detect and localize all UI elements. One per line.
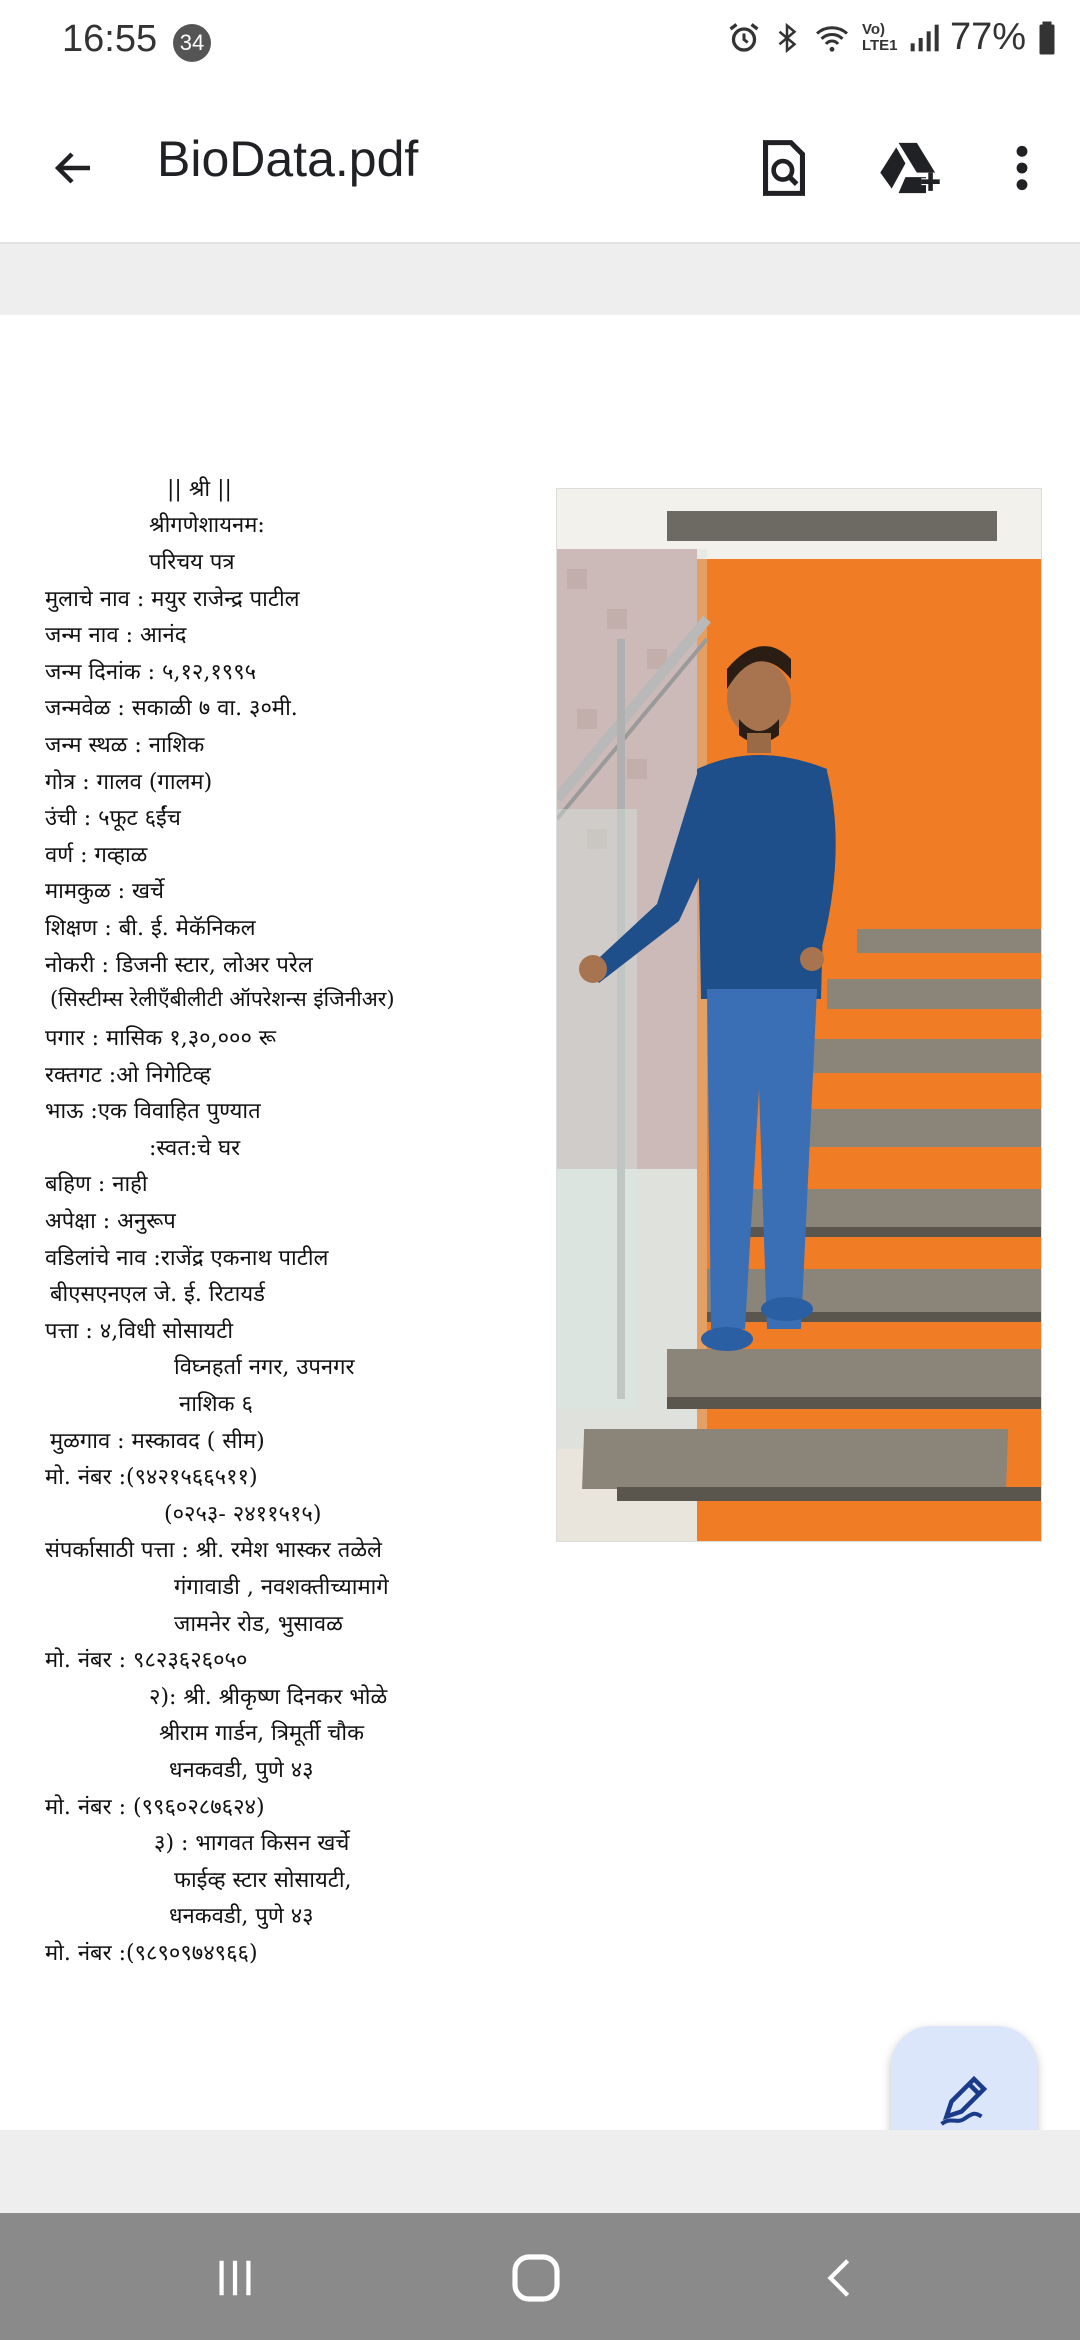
doc-line: नोकरी : डिजनी स्टार, लोअर परेल [45,953,313,978]
wifi-icon [812,20,852,56]
doc-line: :स्वत:चे घर [149,1136,241,1161]
alarm-icon [726,20,762,56]
doc-line: फाईव्ह स्टार सोसायटी, [174,1868,352,1893]
doc-line: २): श्री. श्रीकृष्ण दिनकर भोळे [149,1685,388,1710]
network-label: Vo) LTE1 [861,20,898,54]
document-title: BioData.pdf [157,131,419,187]
doc-line: उंची : ५फूट ६ईंच [45,806,181,831]
document-search-icon [758,138,810,198]
doc-line: जन्मवेळ : सकाळी ७ वा. ३०मी. [45,696,298,721]
doc-line: जामनेर रोड, भुसावळ [174,1612,343,1637]
doc-line: वडिलांचे नाव :राजेंद्र एकनाथ पाटील [45,1246,329,1271]
doc-line: ३) : भागवत किसन खर्चे [154,1831,350,1856]
doc-line: जन्म दिनांक : ५,१२,१९९५ [45,660,257,685]
doc-line: श्रीगणेशायनम: [149,513,265,538]
doc-line: अपेक्षा : अनुरूप [45,1209,176,1234]
home-button[interactable] [496,2243,576,2313]
doc-line: मो. नंबर : (९९६०२८७६२४) [45,1795,265,1820]
doc-line: पगार : मासिक १,३०,००० रू [45,1026,277,1051]
profile-photo [556,488,1042,1542]
doc-line: विघ्नहर्ता नगर, उपनगर [174,1355,355,1380]
back-button[interactable] [38,132,110,204]
status-icons [726,16,1058,59]
battery-icon [1036,20,1058,56]
status-bar [0,0,1080,90]
app-bar [0,90,1080,244]
pdf-page-gap-bottom [0,2130,1080,2213]
doc-line: रक्तगट :ओ निगेटिव्ह [45,1063,211,1088]
doc-line: (०२५३- २४११५१५) [164,1502,322,1527]
doc-line: गंगावाडी , नवशक्तीच्यामागे [174,1575,389,1600]
doc-line: मो. नंबर : ९८२३६२६०५० [45,1648,248,1673]
doc-line: धनकवडी, पुणे ४३ [169,1758,314,1783]
doc-line: गोत्र : गालव (गालम) [45,770,213,795]
home-icon [508,2250,564,2306]
doc-line: परिचय पत्र [149,550,235,575]
doc-line: धनकवडी, पुणे ४३ [169,1904,314,1929]
doc-line: वर्ण : गव्हाळ [45,843,148,868]
doc-line: मो. नंबर :(९४२१५६६५११) [45,1465,258,1490]
recent-apps-button[interactable] [195,2243,275,2313]
doc-line: मो. नंबर :(९८९०९७४९६६) [45,1941,258,1966]
notification-count-badge: 34 [173,24,211,62]
doc-line: संपर्कासाठी पत्ता : श्री. रमेश भास्कर तळेले [45,1538,382,1563]
more-vert-icon [1012,143,1032,193]
pen-edit-icon [934,2069,994,2129]
add-to-drive-button[interactable] [870,128,950,208]
doc-line: श्रीराम गार्डन, त्रिमूर्ती चौक [159,1721,364,1746]
doc-line: शिक्षण : बी. ई. मेकॅनिकल [45,916,256,941]
pdf-page-gap-top [0,244,1080,315]
more-options-button[interactable] [982,128,1062,208]
doc-line: जन्म नाव : आनंद [45,623,187,648]
battery-percent: 77% [949,16,1026,58]
doc-line: (सिस्टीम्स रेलीएँबीलीटी ऑपरेशन्स इंजिनीअर) [50,987,395,1011]
doc-line: || श्री || [167,477,232,502]
chevron-left-icon [817,2255,863,2301]
doc-line: बहिण : नाही [45,1172,148,1197]
arrow-left-icon [50,144,98,192]
doc-line: नाशिक ६ [179,1392,253,1417]
system-nav-bar [0,2213,1080,2340]
doc-line: बीएसएनएल जे. ई. रिटायर्ड [50,1282,265,1307]
doc-line: मामकुळ : खर्चे [45,879,164,904]
drive-add-icon [878,140,942,196]
system-back-button[interactable] [800,2243,880,2313]
search-document-button[interactable] [744,128,824,208]
doc-line: भाऊ :एक विवाहित पुण्यात [45,1099,261,1124]
bluetooth-icon [772,20,802,56]
pdf-page [0,315,1080,2130]
doc-line: जन्म स्थळ : नाशिक [45,733,205,758]
doc-line: मुळगाव : मस्कावद ( सीम) [50,1429,265,1454]
signal-icon [908,20,940,56]
status-time: 16:55 [62,18,158,60]
doc-line: पत्ता : ४,विधी सोसायटी [45,1319,234,1344]
recent-apps-icon [212,2255,258,2301]
biodata-text [0,315,560,2015]
doc-line: मुलाचे नाव : मयुर राजेन्द्र पाटील [45,587,300,612]
